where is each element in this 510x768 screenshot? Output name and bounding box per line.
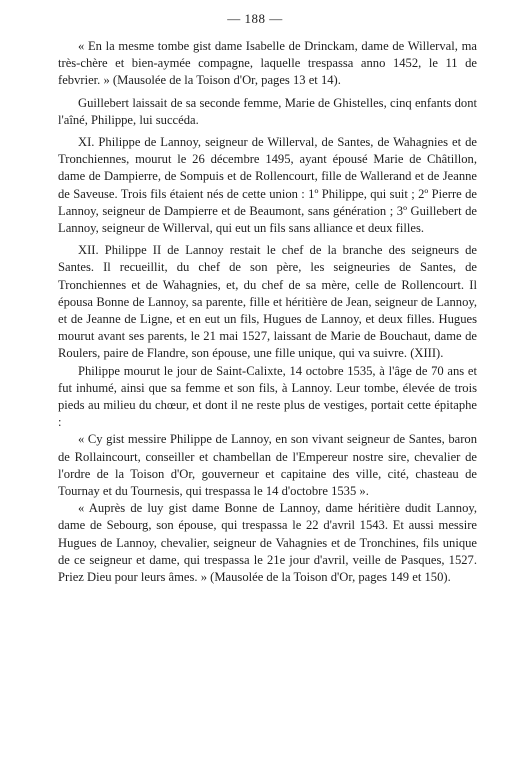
paragraph-xii-philippe-ii: XII. Philippe II de Lannoy restait le chef de la branche des seigneurs de Santes. Il recueillit, du chef de son père, les seigneuries de Santes, de Tronchiennes et de Wahagnies, et, du chef de sa mère, celle de Rollencourt. Il épousa Bonne de Lannoy, sa parente, fille et héritière de Jean, seigneur de Lannoy, et de Jeanne de Ligne, et en eut un fils, Hugues de Lannoy, et deux filles. Hugues mourut avant ses parents, le 21 mai 1527, laissant de Marie de Bouchaut, dame de Roulers, paire de Flandre, son épouse, une fille unique, qui va suivre. (XIII).: [58, 243, 477, 361]
paragraph-epitaph-bonne: « Auprès de luy gist dame Bonne de Lannoy, dame héritière dudit Lannoy, dame de Sebourg, son épouse, qui trespassa le 22 d'avril 1543. Et aussi messire Hugues de Lannoy, chevalier, seigneur de Vahagnies et de Tronchines, fils unique de ce seigneur et dame, qui trespassa le 21e jour d'avril, veille de Pasques, 1527. Priez Dieu pour leurs âmes. » (Mausolée de la Toison d'Or, pages 149 et 150).: [58, 501, 477, 585]
paragraph-philippe-death: Philippe mourut le jour de Saint-Calixte, 14 octobre 1535, à l'âge de 70 ans et fut inhumé, ainsi que sa femme et son fils, à Lannoy. Leur tombe, élevée de trois pieds au milieu du chœur, et dont il ne reste plus de vestiges, portait cette épitaphe :: [58, 363, 477, 430]
paragraph-xi-philippe: XI. Philippe de Lannoy, seigneur de Willerval, de Santes, de Wahagnies et de Tronchiennes, mourut le 26 décembre 1495, ayant épousé Marie de Châtillon, dame de Dampierre, de Sompuis et de Rollencourt, fille de Wallerand et de Jeanne de Saveuse. Trois fils étaient nés de cette union : 1º Philippe, qui suit ; 2º Pierre de Lannoy, seigneur de Dampierre et de Beaumont, sans génération ; 3º Guillebert de Lannoy, seigneur de Willerval, qui eut un fils sans alliance et deux filles.: [58, 135, 477, 236]
paragraph-epitaph-philippe: « Cy gist messire Philippe de Lannoy, en son vivant seigneur de Santes, baron de Rollaincourt, conseiller et chambellan de l'Empereur nostre sire, chevalier de l'ordre de la Toison d'Or, gouverneur et capitaine des ville, cité, chasteau de Tournay et du Tournesis, qui trespassa le 14 d'octobre 1535 ».: [58, 432, 477, 499]
paragraph-guillebert-children: Guillebert laissait de sa seconde femme, Marie de Ghistelles, cinq enfants dont l'aîné, Philippe, lui succéda.: [58, 95, 477, 127]
paragraph-epitaph-isabelle: « En la mesme tombe gist dame Isabelle de Drinckam, dame de Willerval, ma très-chère et bien-aymée compagne, laquelle trespassa anno 1452, le 11 de febvrier. » (Mausolée de la Toison d'Or, pages 13 et 14).: [58, 39, 477, 88]
body-text: [58, 38, 477, 586]
page-number: — 188 —: [227, 11, 283, 26]
